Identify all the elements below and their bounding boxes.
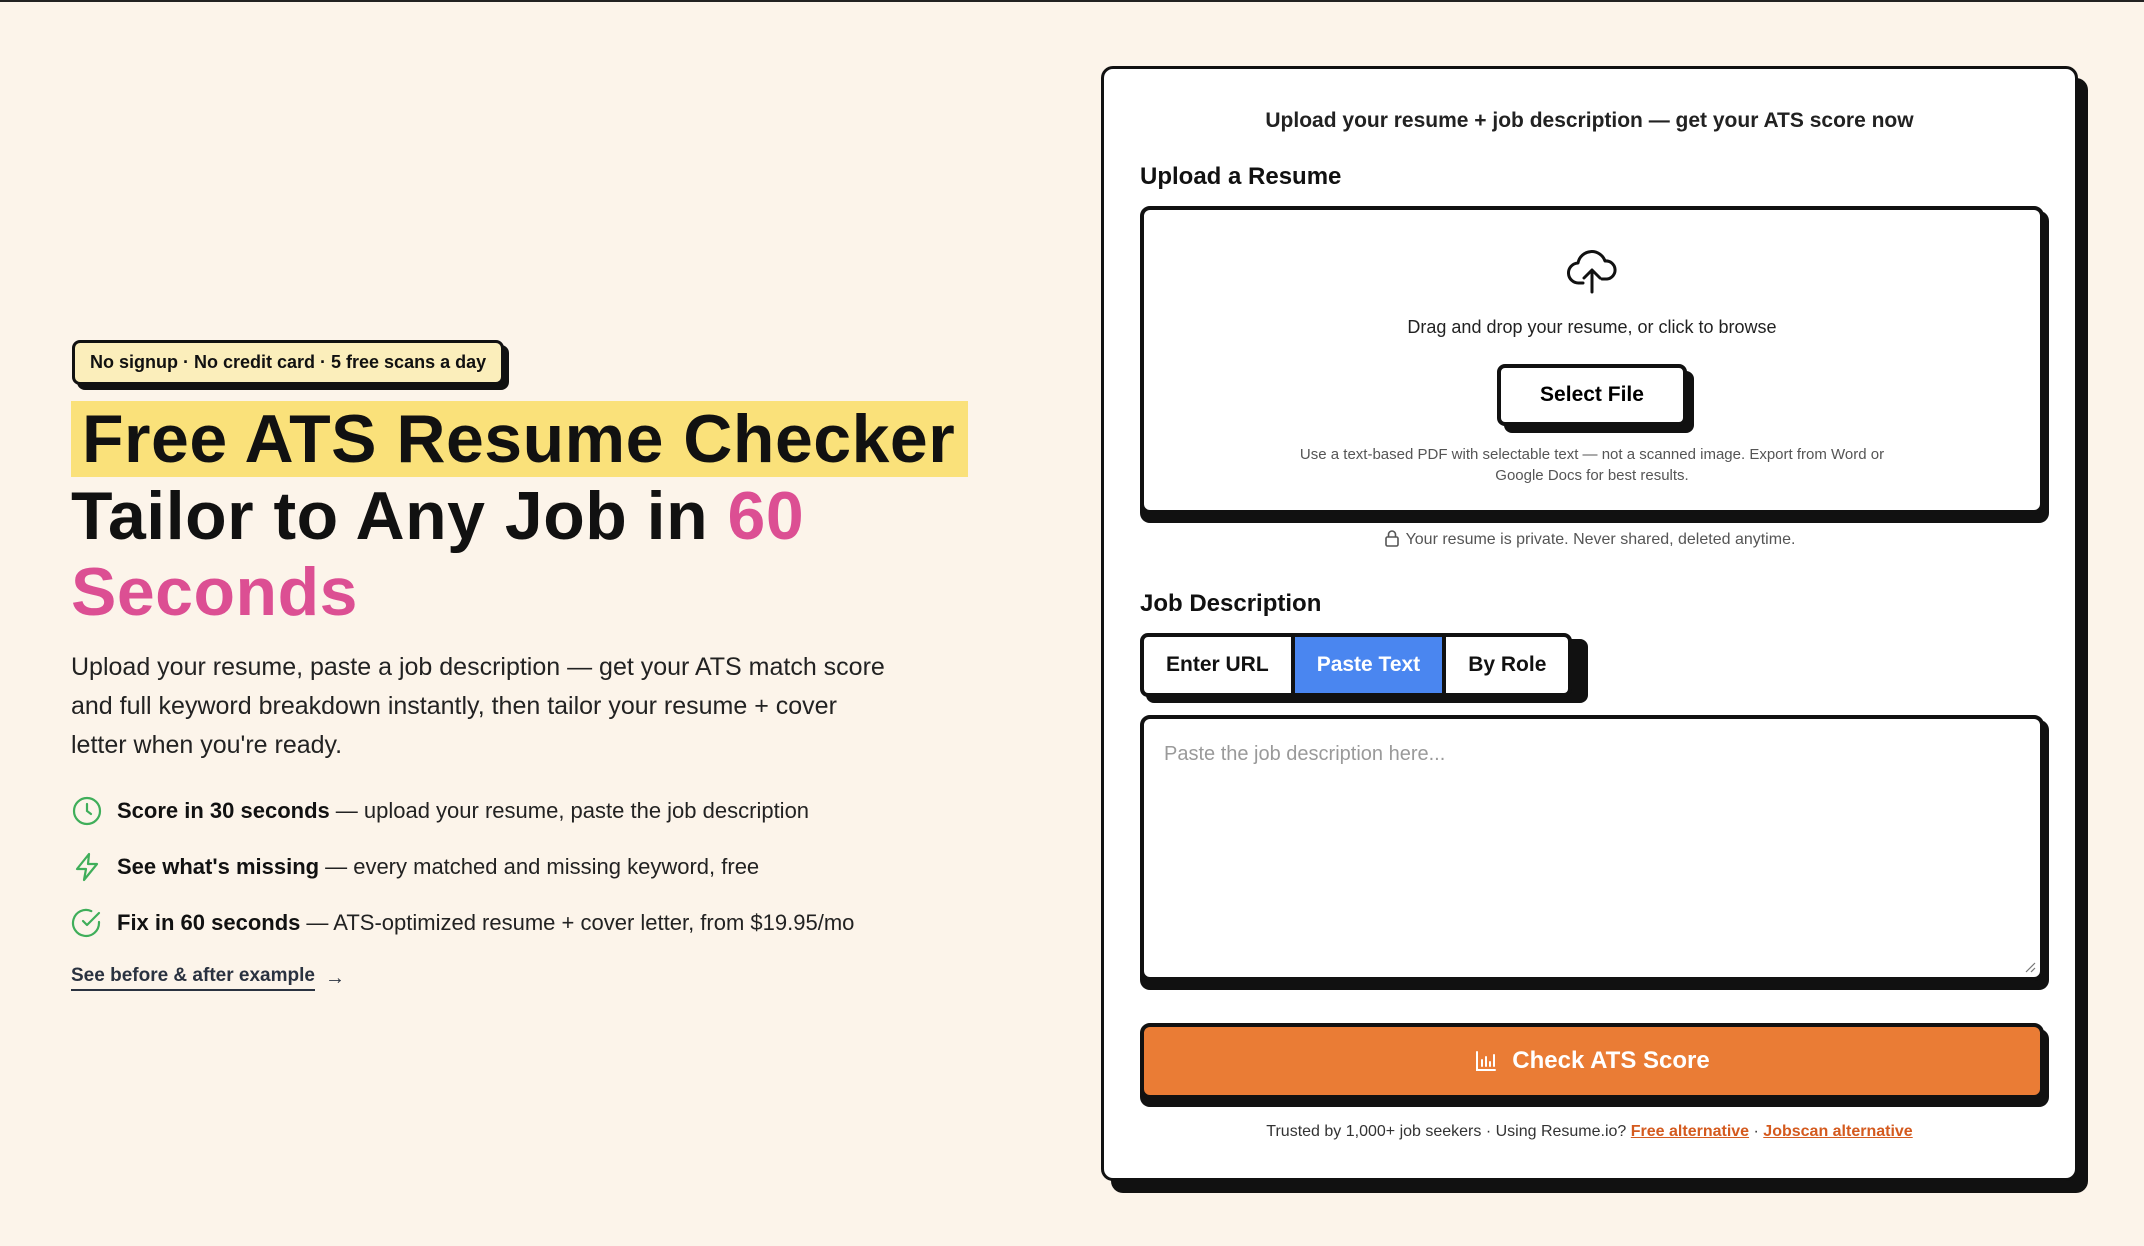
feature-list <box>71 783 1051 951</box>
feature-item <box>71 783 1051 839</box>
feature-text: — upload your resume, paste the job description <box>335 798 810 823</box>
privacy-text: Your resume is private. Never shared, deleted anytime. <box>1405 531 1796 548</box>
free-scans-badge: No signup · No credit card · 5 free scans a day <box>72 340 504 385</box>
ats-checker-card <box>1101 66 2078 1181</box>
subtitle-prefix: Tailor to Any Job in <box>71 478 728 554</box>
trusted-text: Trusted by 1,000+ job seekers · Using Resume.io? <box>1266 1123 1627 1140</box>
textarea-placeholder: Paste the job description here... <box>1164 743 1446 765</box>
pdf-hint-text: Use a text-based PDF with selectable text — not a scanned image. Export from Word or Google Docs for best results. <box>1299 446 1885 484</box>
check-circle-icon <box>71 907 103 939</box>
tab-enter-url[interactable]: Enter URL <box>1144 637 1295 693</box>
job-description-textarea[interactable] <box>1140 715 2044 981</box>
resume-dropzone[interactable] <box>1140 206 2044 514</box>
select-file-wrapper <box>1497 364 1687 426</box>
dropzone-text: Drag and drop your resume, or click to browse <box>1407 317 1777 337</box>
feature-text: — ATS-optimized resume + cover letter, from $19.95/mo <box>306 910 855 935</box>
lightning-icon <box>71 851 103 883</box>
upload-label: Upload a Resume <box>1140 163 1342 190</box>
cloud-upload-icon <box>1566 246 1618 298</box>
lock-icon <box>1384 529 1400 547</box>
hero-section <box>71 340 1051 991</box>
privacy-note <box>1104 529 2075 549</box>
hero-description: Upload your resume, paste a job description — get your ATS match score and full keyword breakdown instantly, then tailor your resume + cover letter when you're ready. <box>71 653 885 759</box>
example-link-label: See before & after example <box>71 965 315 991</box>
page-subtitle <box>71 478 1051 630</box>
subtitle-highlight: 60 Seconds <box>71 478 805 630</box>
free-alternative-link[interactable]: Free alternative <box>1630 1123 1750 1140</box>
trusted-line <box>1104 1123 2075 1141</box>
bar-chart-icon <box>1474 1049 1498 1073</box>
feature-title: See what's missing <box>117 854 320 879</box>
check-ats-score-button[interactable] <box>1140 1023 2044 1099</box>
jobscan-alternative-link[interactable]: Jobscan alternative <box>1763 1123 1913 1140</box>
feature-title: Fix in 60 seconds <box>117 910 301 935</box>
select-file-button[interactable]: Select File <box>1497 364 1687 426</box>
feature-item <box>71 839 1051 895</box>
tab-paste-text[interactable]: Paste Text <box>1295 637 1447 693</box>
card-heading: Upload your resume + job description — get your ATS score now <box>1265 109 1914 132</box>
trusted-separator: · <box>1753 1123 1759 1140</box>
feature-title: Score in 30 seconds <box>117 798 330 823</box>
resize-grip-icon[interactable] <box>2022 959 2036 973</box>
tab-by-role[interactable]: By Role <box>1468 653 1547 676</box>
job-description-label: Job Description <box>1140 590 1322 617</box>
feature-item <box>71 895 1051 951</box>
arrow-right-icon: → <box>324 966 345 989</box>
job-description-tabs <box>1140 633 1572 697</box>
cta-label: Check ATS Score <box>1512 1047 1710 1074</box>
clock-icon <box>71 795 103 827</box>
feature-text: — every matched and missing keyword, free <box>325 854 760 879</box>
page-title: Free ATS Resume Checker <box>71 401 968 477</box>
before-after-example-link[interactable] <box>71 965 345 991</box>
